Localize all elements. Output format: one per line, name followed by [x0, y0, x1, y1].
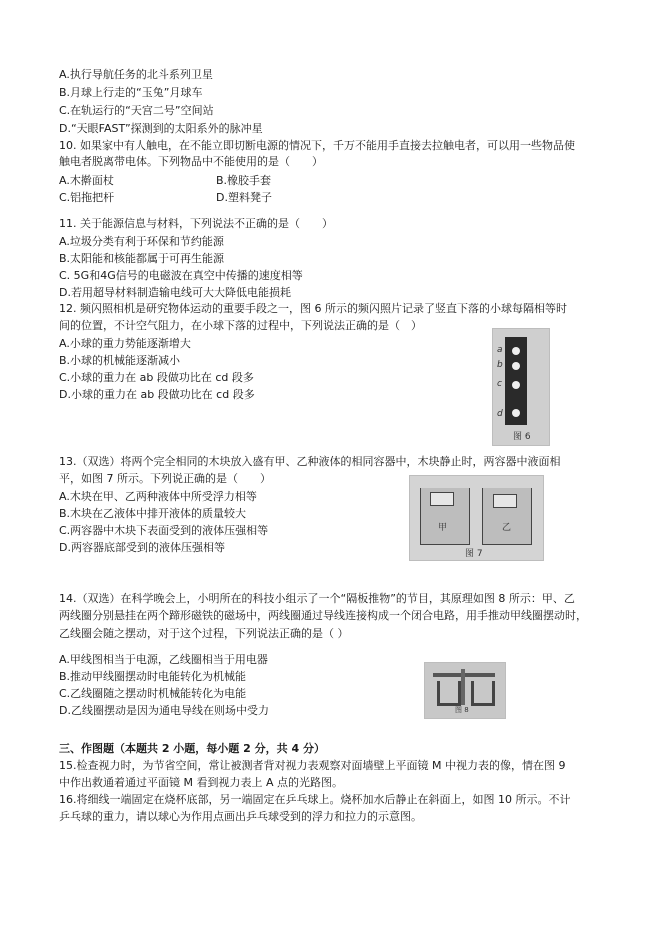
q14-option-a: A.甲线图相当于电源，乙线圈相当于用电器 [59, 653, 268, 666]
q13-option-d: D.两容器底部受到的液体压强相等 [59, 541, 225, 554]
q9-option-c: C.在轨运行的“天宫二号”空间站 [59, 104, 214, 117]
q13-option-a: A.木块在甲、乙两种液体中所受浮力相等 [59, 490, 257, 503]
figure-6-strobe-photo [492, 328, 550, 446]
q10-option-d: D.塑料凳子 [216, 191, 272, 204]
q11-option-c: C. 5G和4G信号的电磁波在真空中传播的速度相等 [59, 269, 303, 282]
q11-option-a: A.垃圾分类有利于环保和节约能源 [59, 235, 224, 248]
block-left [430, 492, 454, 506]
block-right [493, 494, 517, 508]
q13-stem-line2: 平，如图 7 所示。下列说正确的是（ ） [59, 472, 271, 485]
q12-stem-line2: 间的位置，不计空气阻力，在小球下落的过程中，下列说法正确的是（ ） [59, 319, 422, 332]
q14-stem-line1: 14.（双选）在科学晚会上，小明所在的科技小组示了一个“隔板推物”的节目，其原理如图 8 所示：甲、乙 [59, 592, 575, 605]
ball-d [512, 409, 520, 417]
q10-stem-line2: 触电者脱离带电体。下列物品中不能使用的是（ ） [59, 155, 323, 168]
q13-stem-line1: 13.（双选）将两个完全相同的木块放入盛有甲、乙种液体的相同容器中，木块静止时，两容器中液面相 [59, 455, 561, 468]
q10-stem-line1: 10. 如果家中有人触电，在不能立即切断电源的情况下，千万不能用手直接去拉触电者，可以用一些物品使 [59, 139, 575, 152]
q12-option-c: C.小球的重力在 ab 段做功比在 cd 段多 [59, 371, 254, 384]
q11-stem: 11. 关于能源信息与材料，下列说法不正确的是（ ） [59, 217, 333, 230]
q10-option-a: A.木擀面杖 [59, 174, 114, 187]
q14-stem-line2: 两线圈分别悬挂在两个蹄形磁铁的磁场中，两线圈通过导线连接构成一个闭合电路，用手推动甲线圈摆动时， [59, 609, 587, 622]
figure-8-coils [424, 662, 506, 719]
label-yi: 乙 [502, 523, 512, 533]
q14-stem-line3: 乙线圈会随之摆动，对于这个过程，下列说法正确的是（ ） [59, 627, 349, 640]
q12-stem-line1: 12. 频闪照相机是研究物体运动的重要手段之一，图 6 所示的频闪照片记录了竖直下落的小球每隔相等时 [59, 302, 567, 315]
q14-option-b: B.推动甲线圈摆动时电能转化为机械能 [59, 670, 247, 683]
q9-option-b: B.月球上行走的“玉兔”月球车 [59, 86, 203, 99]
q10-option-b: B.橡胶手套 [216, 174, 272, 187]
figure-7-caption: 图 7 [465, 549, 483, 559]
figure-7-containers [409, 475, 544, 561]
ball-b [512, 362, 520, 370]
q13-option-c: C.两容器中木块下表面受到的液体压强相等 [59, 524, 269, 537]
q15-line2: 中作出救通着通过平面镜 M 看到视力表上 A 点的光路图。 [59, 776, 344, 789]
label-b: b [497, 360, 503, 370]
q16-line1: 16.将细线一端固定在烧杯底部，另一端固定在乒乓球上。烧杯加水后静止在斜面上，如图 10 所示。不计 [59, 793, 571, 806]
label-c: c [497, 379, 502, 389]
q9-option-d: D.“天眼FAST”探测到的太阳系外的脉冲星 [59, 122, 263, 135]
divider-board [461, 669, 465, 705]
q13-option-b: B.木块在乙液体中排开液体的质量较大 [59, 507, 247, 520]
q9-option-a: A.执行导航任务的北斗系列卫星 [59, 68, 213, 81]
label-a: a [497, 345, 503, 355]
q11-option-d: D.若用超导材料制造输电线可大大降低电能损耗 [59, 286, 291, 299]
q16-line2: 乒乓球的重力，请以球心为作用点画出乒乓球受到的浮力和拉力的示意图。 [59, 810, 422, 823]
q14-option-c: C.乙线圈随之摆动时机械能转化为电能 [59, 687, 247, 700]
section-3-header: 三、作图题（本题共 2 小题，每小题 2 分，共 4 分） [59, 742, 325, 755]
ball-a [512, 347, 520, 355]
q15-line1: 15.检查视力时，为节省空间，常让被测者背对视力表观察对面墙壁上平面镜 M 中视力表的像，情在图 9 [59, 759, 566, 772]
ball-c [512, 381, 520, 389]
magnet-left [437, 681, 461, 706]
q11-option-b: B.太阳能和核能都属于可再生能源 [59, 252, 225, 265]
q10-option-c: C.铝拖把杆 [59, 191, 115, 204]
q12-option-d: D.小球的重力在 ab 段做功比在 cd 段多 [59, 388, 255, 401]
label-d: d [497, 409, 503, 419]
figure-8-caption: 图 8 [455, 706, 469, 714]
magnet-right [471, 681, 495, 706]
q12-option-b: B.小球的机械能逐渐减小 [59, 354, 181, 367]
label-jia: 甲 [438, 523, 448, 533]
figure-6-caption: 图 6 [513, 432, 531, 442]
q12-option-a: A.小球的重力势能逐渐增大 [59, 337, 191, 350]
q14-option-d: D.乙线圈摆动是因为通电导线在则场中受力 [59, 704, 269, 717]
